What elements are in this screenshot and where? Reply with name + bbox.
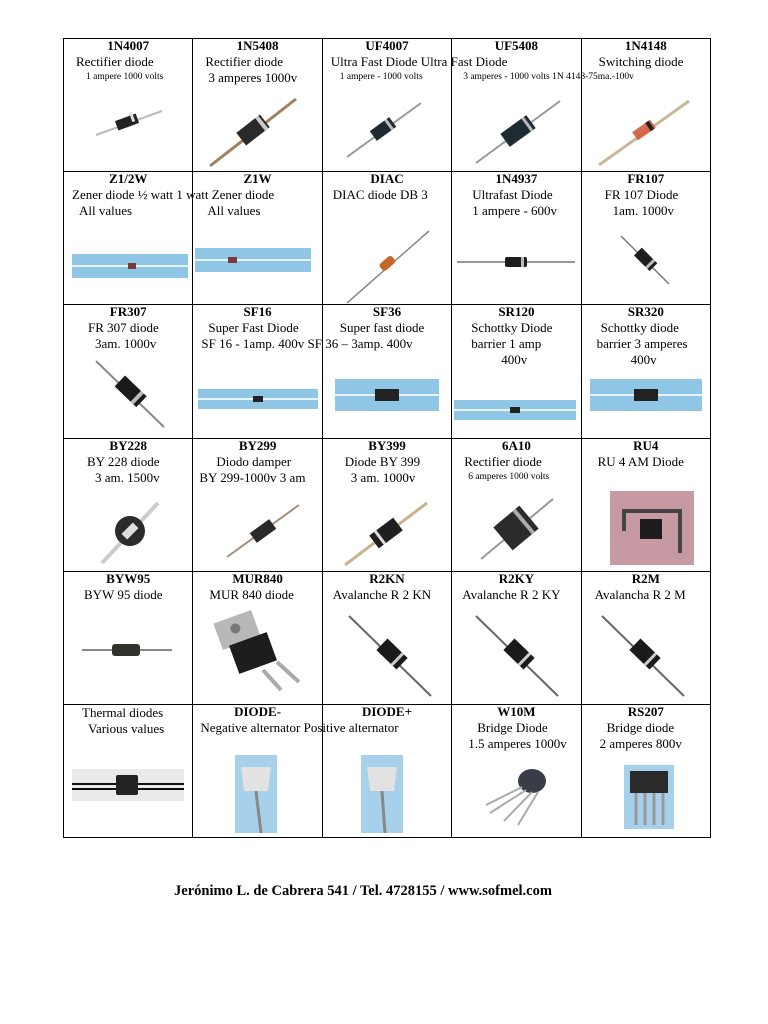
cell-rating: 2 amperes 800v	[599, 735, 682, 751]
zener-diode-image	[195, 248, 311, 272]
cell-rating: 3 amperes - 1000 volts 1N 4148-75ma.-100v	[463, 72, 634, 82]
cell-description: Zener diode ½ watt 1 watt Zener diode	[72, 187, 275, 203]
cell-description: Ultra Fast Diode Ultra Fast Diode	[330, 54, 508, 69]
cell-title: SF16	[243, 304, 272, 320]
table-cell-rs207	[582, 705, 711, 838]
cell-rating: 3 amperes 1000v	[208, 70, 298, 85]
cell-title: 1N4007	[107, 38, 150, 53]
cell-rating: 1 ampere 1000 volts	[86, 72, 164, 82]
cell-title: R2KN	[369, 570, 405, 586]
axial-diode-image	[82, 640, 172, 660]
cell-description: Bridge diode	[606, 719, 675, 735]
cell-rating: 3 am. 1000v	[350, 469, 416, 485]
axial-diode-image	[472, 612, 562, 700]
cell-title: 1N4148	[624, 38, 667, 53]
cell-title: Z1W	[243, 171, 272, 187]
cell-title: W10M	[497, 703, 536, 719]
table-cell-uf4007	[323, 38, 508, 172]
table-cell-1n5408	[193, 39, 322, 172]
cell-rating: All values	[79, 203, 133, 219]
cell-description: Super fast diode	[339, 320, 425, 336]
axial-diode-image	[94, 497, 164, 567]
cell-title: SF36	[372, 304, 402, 320]
cell-description: Rectifier diode	[205, 54, 283, 69]
cell-description: Avalancha R 2 M	[594, 586, 686, 602]
table-cell-by399	[323, 439, 452, 572]
cell-description: Negative alternator Positive alternator	[200, 719, 399, 735]
cell-description: Schottky diode	[600, 320, 679, 336]
round-bridge-image	[482, 763, 557, 827]
table-cell-6a10	[452, 439, 581, 572]
bent-lead-diode-image	[610, 491, 694, 565]
table-cell-sr120	[452, 305, 581, 438]
cell-rating: 1 ampere - 600v	[472, 203, 558, 219]
cell-title: DIODE-	[234, 703, 282, 719]
table-cell-diode-plus	[323, 705, 452, 838]
cell-rating: 3 am. 1500v	[95, 469, 160, 485]
axial-diode-image	[335, 379, 439, 411]
cell-title: BY399	[368, 437, 406, 453]
table-cell-1n4937	[452, 172, 581, 305]
cell-description: BYW 95 diode	[84, 586, 163, 602]
cell-description: Bridge Diode	[477, 719, 548, 735]
table-cell-1n4007	[64, 39, 193, 172]
axial-diode-image	[457, 254, 575, 270]
table-cell-by299	[193, 439, 322, 572]
cell-title: FR307	[109, 304, 147, 320]
cell-description: BY 228 diode	[87, 453, 160, 469]
axial-diode-image	[223, 501, 303, 561]
table-cell-w10m	[452, 705, 581, 838]
axial-diode-image	[598, 612, 688, 700]
cell-rating: 3am. 1000v	[95, 336, 157, 352]
cell-description: Ultrafast Diode	[472, 187, 553, 203]
cell-description: DIAC diode DB 3	[332, 187, 428, 203]
table-cell-sf36	[323, 305, 452, 438]
axial-diode-image	[472, 97, 562, 167]
table-cell-sf16	[193, 304, 413, 438]
table-cell-r2kn	[323, 572, 452, 705]
cell-title: UF5408	[494, 38, 539, 53]
table-cell-diode-minus	[193, 703, 399, 838]
axial-diode-image	[454, 400, 576, 420]
table-cell-uf5408	[452, 38, 634, 172]
cell-rating: 1.5 amperes 1000v	[468, 735, 567, 751]
cell-title: DIODE+	[361, 703, 412, 719]
cell-rating-line-3: 400v	[501, 352, 528, 368]
cell-rating: SF 16 - 1amp. 400v SF 36 – 3amp. 400v	[201, 336, 413, 352]
press-fit-diode-image	[235, 755, 277, 833]
axial-diode-image	[341, 499, 431, 569]
zener-diode-image	[72, 254, 188, 278]
cell-rating-line-3: 400v	[630, 352, 657, 368]
cell-description: Schottky Diode	[471, 320, 553, 336]
cell-description: Diodo damper	[216, 453, 292, 469]
cell-title: SR120	[498, 304, 535, 320]
cell-rating: All values	[207, 203, 261, 219]
cell-description: FR 307 diode	[88, 320, 159, 336]
cell-title: SR320	[627, 304, 664, 320]
cell-description: MUR 840 diode	[209, 586, 294, 602]
cell-description: RU 4 AM Diode	[597, 453, 684, 469]
table-cell-1n4148	[582, 39, 711, 172]
table-cell-by228	[64, 439, 193, 572]
press-fit-diode-image	[361, 755, 403, 833]
axial-diode-image	[617, 232, 672, 287]
cell-title: BY228	[109, 437, 147, 453]
cell-title: MUR840	[232, 570, 283, 586]
cell-rating: barrier 1 amp	[471, 336, 542, 352]
cell-description: FR 107 Diode	[604, 187, 679, 203]
axial-diode-image	[94, 101, 164, 146]
cell-description: Rectifier diode	[76, 54, 154, 69]
cell-title: R2M	[631, 570, 660, 586]
cell-title: Z1/2W	[109, 171, 148, 187]
axial-diode-image	[343, 99, 423, 159]
cell-title: RS207	[627, 703, 664, 719]
table-cell-ru4	[582, 439, 711, 572]
cell-rating: Various values	[88, 720, 165, 736]
cell-rating: barrier 3 amperes	[596, 336, 688, 352]
table-cell-thermal-diodes	[64, 705, 193, 838]
footer-contact: Jerónimo L. de Cabrera 541 / Tel. 4728155 / www.sofmel.com	[174, 883, 552, 899]
cell-title: UF4007	[365, 38, 409, 53]
cell-description: Avalanche R 2 KY	[462, 586, 561, 602]
table-cell-fr307	[64, 305, 193, 438]
table-cell-sr320	[582, 305, 711, 438]
table-cell-fr107	[582, 172, 711, 305]
power-diode-image	[477, 495, 557, 563]
axial-diode-image	[345, 612, 435, 700]
cell-title: 1N5408	[236, 38, 279, 53]
table-cell-r2m	[582, 572, 711, 705]
table-cell-mur840	[193, 572, 322, 705]
glass-diode-image	[597, 97, 692, 167]
cell-description: Avalanche R 2 KN	[332, 586, 432, 602]
cell-title: RU4	[633, 437, 659, 453]
table-cell-byw95	[64, 572, 193, 705]
axial-diode-image	[92, 357, 167, 429]
diac-image	[343, 227, 433, 305]
diode-catalog-table	[63, 38, 711, 838]
cell-title: 6A10	[501, 437, 531, 453]
cell-title: BYW95	[106, 570, 151, 586]
cell-title: DIAC	[370, 171, 404, 187]
cell-title: R2KY	[498, 570, 535, 586]
thermal-diode-image	[72, 769, 184, 801]
inline-bridge-image	[624, 765, 674, 829]
cell-rating: BY 299-1000v 3 am	[199, 469, 306, 485]
cell-description: Super Fast Diode	[208, 320, 299, 336]
cell-title: BY299	[238, 437, 277, 453]
cell-description: Rectifier diode	[464, 453, 542, 469]
axial-diode-image	[208, 94, 298, 169]
cell-description: Switching diode	[598, 54, 684, 69]
table-cell-diac	[323, 172, 452, 305]
cell-title: FR107	[627, 171, 665, 187]
cell-rating: 1 ampere - 1000 volts	[339, 72, 423, 82]
axial-diode-image	[590, 379, 702, 411]
cell-rating: 1am. 1000v	[612, 203, 674, 219]
axial-diode-image	[198, 389, 318, 409]
to220-diode-image	[211, 610, 303, 692]
cell-title: 1N4937	[495, 171, 538, 187]
cell-description: Diode BY 399	[344, 453, 421, 469]
cell-rating: 6 amperes 1000 volts	[468, 471, 550, 482]
cell-description: Thermal diodes	[82, 704, 164, 720]
table-cell-r2ky	[452, 572, 581, 705]
table-cell-z1w	[193, 172, 322, 305]
